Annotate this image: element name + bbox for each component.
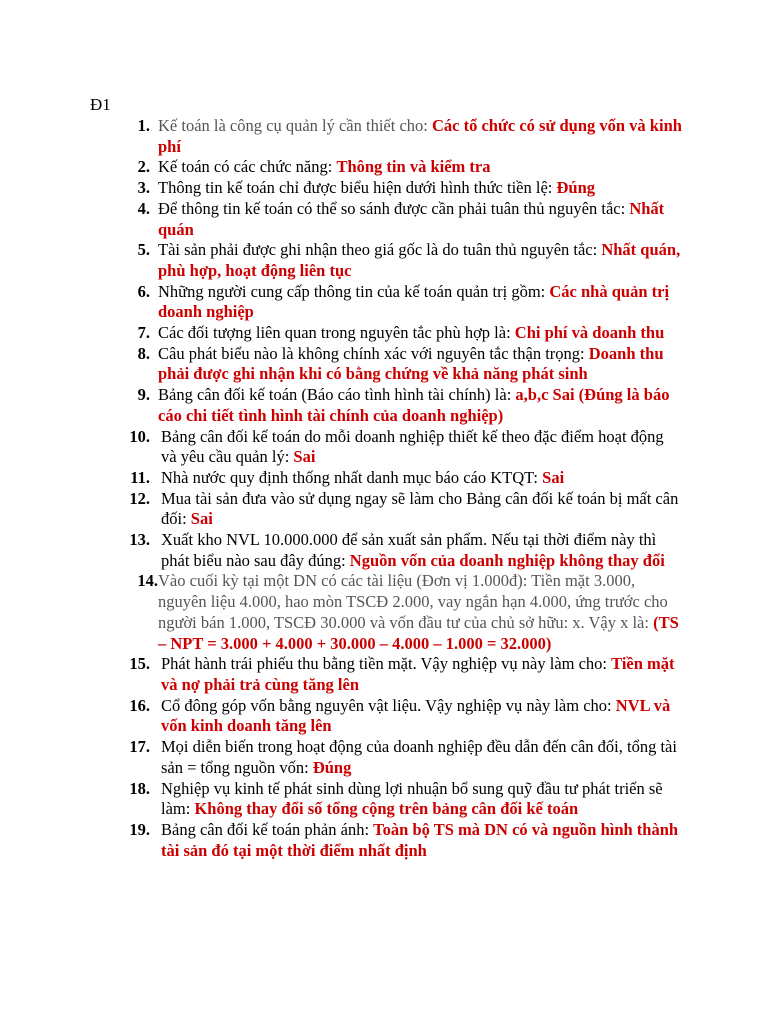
question-text: Vào cuối kỳ tại một DN có các tài liệu (Đơn vị 1.000đ): Tiền mặt 3.000, nguyên liệu 4.000, hao mòn TSCĐ 2.000, vay ngắn hạn 4.000, ứng trước cho người bán 1.000, TSCĐ 30.000 và vốn đầu tư của chủ sở hữu: x. Vậy x là: [158,571,668,632]
list-item [0,779,768,820]
question-text: Tài sản phải được ghi nhận theo giá gốc là do tuân thủ nguyên tắc: [158,240,602,260]
item-number: 6. [137,281,150,301]
list-item [0,427,768,468]
question-text: Nghiệp vụ kinh tế phát sinh dùng lợi nhuận bổ sung quỹ đầu tư phát triển sẽ làm: [161,778,663,819]
item-number: 17. [129,737,150,757]
question-list [0,116,768,861]
question-text: Bảng cân đối kế toán phản ánh: [161,819,374,839]
answer-text: NVL và vốn kinh doanh tăng lên [161,695,671,736]
list-item [0,385,768,426]
item-number: 4. [137,198,150,218]
answer-text: a,b,c Sai (Đúng là báo cáo chi tiết tình hình tài chính của doanh nghiệp) [158,385,670,425]
item-number: 10. [129,426,150,446]
answer-text: Toàn bộ TS mà DN có và nguồn hình thành tài sản đó tại một thời điểm nhất định [161,819,679,860]
answer-text: (TS – NPT = 3.000 + 4.000 + 30.000 – 4.000 – 1.000 = 32.000) [158,612,679,653]
list-item [0,157,768,178]
question-text: Bảng cân đối kế toán (Báo cáo tình hình tài chính) là: [158,385,516,405]
answer-text: Nhất quán, phù hợp, hoạt động liên tục [158,240,681,280]
answer-text: Thông tin và kiểm tra [336,157,491,177]
item-number: 19. [129,819,150,839]
list-item [0,571,768,654]
item-number: 12. [129,488,150,508]
list-item [0,530,768,571]
list-item [0,116,768,157]
question-text: Các đối tượng liên quan trong nguyên tắc phù hợp là: [158,323,515,343]
question-text: Cổ đông góp vốn bằng nguyên vật liệu. Vậy nghiệp vụ này làm cho: [161,695,616,715]
answer-text: Sai [190,509,213,529]
question-text: Nhà nước quy định thống nhất danh mục báo cáo KTQT: [161,467,543,487]
question-text: Xuất kho NVL 10.000.000 để sản xuất sản phẩm. Nếu tại thời điểm này thì phát biểu nào sau đây đúng: [161,530,657,570]
question-text: Mọi diễn biến trong hoạt động của doanh nghiệp đều dẫn đến cân đối, tổng tài sản = tổng nguồn vốn: [161,737,677,777]
question-text: Phát hành trái phiếu thu bằng tiền mặt. Vậy nghiệp vụ này làm cho: [161,654,612,674]
answer-text: Nguồn vốn của doanh nghiệp không thay đổi [349,550,665,570]
item-number: 18. [129,778,150,798]
list-item [0,737,768,778]
list-item [0,240,768,281]
answer-text: Nhất quán [158,198,665,239]
item-number: 8. [137,343,150,363]
item-number: 5. [137,240,150,260]
answer-text: Doanh thu phải được ghi nhận khi có bằng chứng về khả năng phát sinh [158,343,664,384]
answer-text: Sai [542,467,565,487]
list-item [0,323,768,344]
list-item [0,199,768,240]
question-text: Câu phát biểu nào là không chính xác với nguyên tắc thận trọng: [158,343,589,363]
list-item [0,344,768,385]
item-number: 3. [137,178,150,198]
list-item [0,489,768,530]
list-item [0,178,768,199]
list-item [0,654,768,695]
item-number: 9. [137,385,150,405]
item-number: 13. [129,530,150,550]
list-item [0,696,768,737]
answer-text: Chi phí và doanh thu [514,323,665,343]
question-text: Bảng cân đối kế toán do mỗi doanh nghiệp thiết kế theo đặc điểm hoạt động và yêu cầu quản lý: [161,426,664,467]
item-number: 16. [129,695,150,715]
answer-text: Sai [293,447,316,467]
list-item [0,282,768,323]
list-item [0,468,768,489]
question-text: Những người cung cấp thông tin của kế toán quản trị gồm: [158,281,550,301]
item-number: 14. [137,571,158,591]
item-number: 2. [137,157,150,177]
question-text: Kế toán có các chức năng: [158,157,337,177]
item-number: 1. [137,116,150,135]
answer-text: Các tổ chức có sử dụng vốn và kinh phí [158,116,682,156]
question-text: Kế toán là công cụ quản lý cần thiết cho: [158,116,432,135]
question-text: Mua tài sản đưa vào sử dụng ngay sẽ làm cho Bảng cân đối kế toán bị mất cân đối: [161,488,679,529]
question-text: Thông tin kế toán chỉ được biểu hiện dưới hình thức tiền lệ: [158,178,557,198]
item-number: 7. [137,323,150,343]
list-item [0,820,768,861]
answer-text: Đúng [556,178,596,198]
answer-text: Các nhà quản trị doanh nghiệp [158,281,670,322]
question-text: Để thông tin kế toán có thể so sánh được cần phải tuân thủ nguyên tắc: [158,198,630,218]
answer-text: Không thay đổi số tổng cộng trên bảng cân đối kế toán [194,799,579,819]
answer-text: Đúng [312,757,352,777]
item-number: 15. [129,654,150,674]
document-heading: Đ1 [90,95,111,114]
answer-text: Tiền mặt và nợ phải trả cùng tăng lên [161,654,675,694]
item-number: 11. [130,467,150,487]
